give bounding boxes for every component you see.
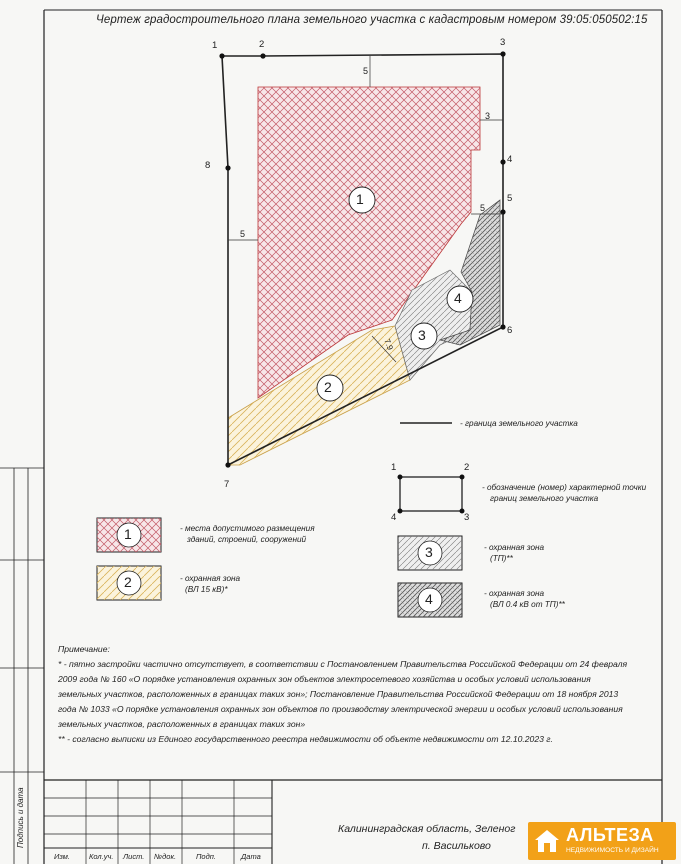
point-label-3: 3 (500, 37, 506, 48)
points-legend-text-2: границ земельного участка (490, 494, 599, 503)
watermark-name: АЛЬТЕЗА (566, 825, 654, 845)
side-label-signature: Подпись и дата (16, 787, 25, 848)
legend-1-line1: - места допустимого размещения (180, 524, 315, 533)
stamp-header-ndok: №док. (154, 852, 177, 861)
point-label-8: 8 (205, 160, 211, 171)
note-line-5: земельных участков, расположенных в границах таких зон» (58, 719, 306, 729)
points-legend-corner-4: 4 (391, 512, 397, 523)
note-line-4: года № 1033 «О порядке установления охранных зон объектов по производству электрической энергии и особых условий использования (58, 704, 623, 714)
stamp-header-data: Дата (241, 852, 261, 861)
legend-3-line1: - охранная зона (484, 543, 545, 552)
note-line-3: земельных участков, расположенных в границах таких зон»; Постановление Правительства Российской Федерации от 18 ноября 2013 (58, 689, 619, 699)
stamp-header-podp: Подп. (196, 852, 216, 861)
legend-1-line2: зданий, строений, сооружений (187, 535, 307, 544)
legend-3-line2: (ТП)** (490, 554, 513, 563)
points-legend-corner-3: 3 (464, 512, 470, 523)
points-legend-corner-1: 1 (391, 462, 397, 473)
legend-2-line1: - охранная зона (180, 574, 241, 583)
legend-1-number: 1 (124, 526, 132, 542)
legend-2-line2: (ВЛ 15 кВ)* (185, 585, 228, 594)
points-legend-box (400, 477, 462, 511)
legend-4-number: 4 (425, 591, 433, 607)
stamp-address-line1: Калининградская область, Зеленог (338, 823, 516, 835)
zone-2-number: 2 (324, 379, 332, 395)
dim-label-right: 3 (485, 111, 491, 121)
point-label-6: 6 (507, 325, 513, 336)
note-heading: Примечание: (58, 644, 110, 654)
drawing-title: Чертеж градостроительного плана земельного участка с кадастровым номером 39:05:050502:15 (96, 14, 648, 26)
house-logo-icon (534, 829, 560, 853)
stamp-header-list: Лист. (123, 852, 145, 861)
note-line-6: ** - согласно выписки из Единого государственного реестра недвижимости об объекте недвижимости от 12.10.2023 г. (58, 734, 553, 744)
note-line-1: * - пятно застройки частично отсутствует, в соответствии с Постановлением Правительства Российской Федерации от 24 февраля (58, 659, 628, 669)
legend-3-number: 3 (425, 544, 433, 560)
point-label-2: 2 (259, 39, 265, 50)
watermark-tagline: НЕДВИЖИМОСТЬ И ДИЗАЙН (566, 847, 659, 854)
zone-4-number: 4 (454, 290, 462, 306)
note-block (58, 642, 658, 747)
legend-4-line2: (ВЛ 0.4 кВ от ТП)** (490, 600, 565, 609)
watermark-badge (528, 822, 676, 860)
stamp-address-line2: п. Васильково (422, 840, 491, 852)
dim-label-right-lower: 5 (480, 203, 486, 213)
note-line-2: 2009 года № 160 «О порядке установления охранных зон объектов электросетевого хозяйства и особых условий использования (58, 674, 591, 684)
dim-label-left: 5 (240, 229, 246, 239)
boundary-legend-text: - граница земельного участка (460, 419, 578, 428)
legend-2-number: 2 (124, 574, 132, 590)
zone-1-number: 1 (356, 191, 364, 207)
stamp-header-izm: Изм. (54, 852, 70, 861)
point-label-5: 5 (507, 193, 513, 204)
dim-label-top: 5 (363, 66, 369, 76)
legend-4-line1: - охранная зона (484, 589, 545, 598)
points-legend-text-1: - обозначение (номер) характерной точки (482, 483, 647, 492)
point-label-1: 1 (212, 40, 218, 51)
point-label-4: 4 (507, 154, 513, 165)
points-legend-corner-2: 2 (464, 462, 470, 473)
dim-label-diag: 7.9 (382, 337, 395, 352)
zone-3-number: 3 (418, 327, 426, 343)
point-label-7: 7 (224, 479, 230, 490)
stamp-header-koluch: Кол.уч. (89, 852, 114, 861)
